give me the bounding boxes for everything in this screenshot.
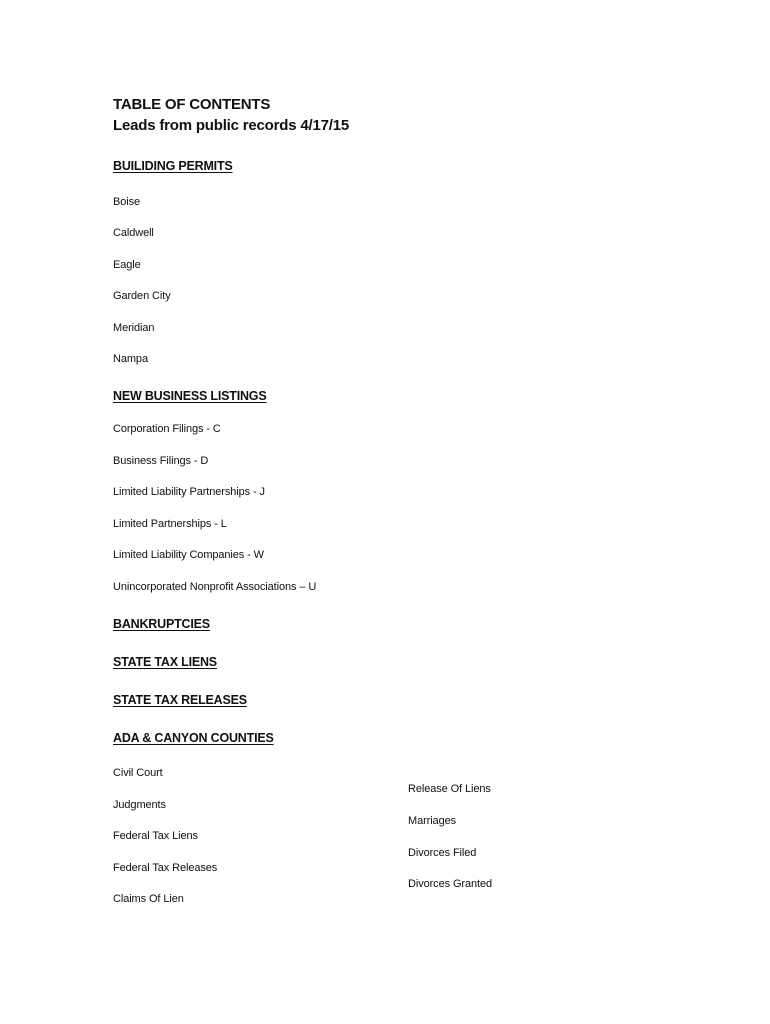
list-item: Unincorporated Nonprofit Associations – U bbox=[113, 581, 317, 593]
section-state-tax-liens: STATE TAX LIENS bbox=[113, 655, 217, 669]
list-item: Eagle bbox=[113, 259, 141, 271]
list-item: Marriages bbox=[408, 815, 457, 827]
list-item: Divorces Filed bbox=[408, 847, 477, 859]
list-item: Claims Of Lien bbox=[113, 893, 184, 905]
section-ada-canyon-counties: ADA & CANYON COUNTIES bbox=[113, 731, 274, 745]
section-building-permits: BUILIDING PERMITS bbox=[113, 159, 233, 173]
list-item: Nampa bbox=[113, 353, 148, 365]
list-item: Civil Court bbox=[113, 767, 163, 779]
list-item: Limited Partnerships - L bbox=[113, 518, 227, 530]
list-item: Federal Tax Releases bbox=[113, 862, 218, 874]
list-item: Divorces Granted bbox=[408, 878, 492, 890]
list-item: Release Of Liens bbox=[408, 783, 491, 795]
list-item: Limited Liability Companies - W bbox=[113, 549, 264, 561]
list-item: Business Filings - D bbox=[113, 455, 209, 467]
list-item: Meridian bbox=[113, 322, 155, 334]
list-item: Judgments bbox=[113, 799, 166, 811]
toc-title: TABLE OF CONTENTS bbox=[113, 96, 271, 113]
list-item: Boise bbox=[113, 196, 141, 208]
list-item: Caldwell bbox=[113, 227, 154, 239]
list-item: Corporation Filings - C bbox=[113, 423, 221, 435]
list-item: Garden City bbox=[113, 290, 171, 302]
list-item: Federal Tax Liens bbox=[113, 830, 198, 842]
list-item: Limited Liability Partnerships - J bbox=[113, 486, 265, 498]
section-bankruptcies: BANKRUPTCIES bbox=[113, 617, 210, 631]
section-state-tax-releases: STATE TAX RELEASES bbox=[113, 693, 247, 707]
toc-subtitle: Leads from public records 4/17/15 bbox=[113, 117, 349, 134]
section-new-business-listings: NEW BUSINESS LISTINGS bbox=[113, 389, 267, 403]
